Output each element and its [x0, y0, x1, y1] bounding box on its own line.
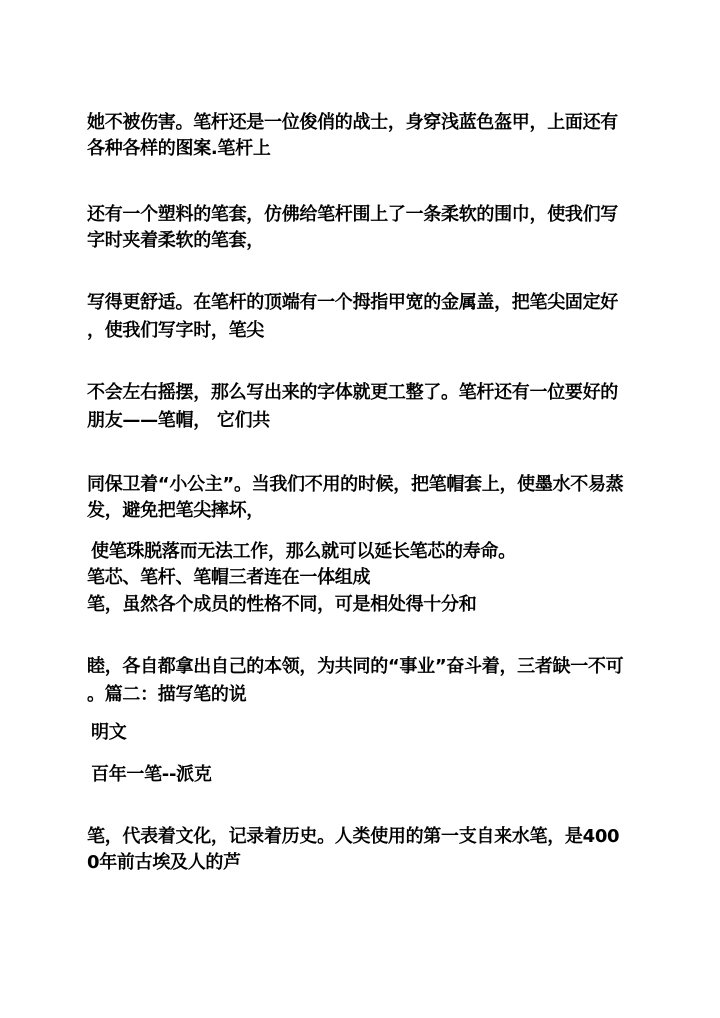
- text-line: 笔，代表着文化，记录着历史。人类使用的第一支自来水笔，是400: [87, 826, 620, 847]
- text-line: 还有一个塑料的笔套，仿佛给笔杆围上了一条柔软的围巾，使我们写: [87, 204, 618, 225]
- text-line: 明文: [91, 722, 127, 743]
- text-line: 字时夹着柔软的笔套，: [87, 230, 264, 251]
- text-line: 笔，虽然各个成员的性格不同，可是相处得十分和: [87, 594, 477, 615]
- text-line: 不会左右摇摆，那么写出来的字体就更工整了。笔杆还有一位要好的: [87, 382, 618, 403]
- text-line: 写得更舒适。在笔杆的顶端有一个拇指甲宽的金属盖，把笔尖固定好: [87, 292, 618, 313]
- text-line: 发，避免把笔尖摔坏，: [87, 500, 264, 521]
- text-line: 睦，各自都拿出自己的本领，为共同的“事业”奋斗着，三者缺一不可: [87, 656, 624, 677]
- text-line: 百年一笔--派克: [91, 764, 212, 785]
- text-line: 同保卫着“小公主”。当我们不用的时候，把笔帽套上，使墨水不易蒸: [87, 474, 624, 495]
- text-line: 她不被伤害。笔杆还是一位俊俏的战士，身穿浅蓝色盔甲，上面还有: [87, 112, 618, 133]
- text-line: 各种各样的图案.笔杆上: [87, 138, 271, 159]
- text-line: 朋友——笔帽， 它们共: [87, 410, 270, 431]
- text-line: 0年前古埃及人的芦: [87, 852, 241, 873]
- text-line: 笔芯、笔杆、笔帽三者连在一体组成: [87, 567, 371, 588]
- text-line: 。篇二：描写笔的说: [87, 684, 247, 705]
- text-line: 使笔珠脱落而无法工作，那么就可以延长笔芯的寿命。: [91, 541, 516, 562]
- text-line: ，使我们写字时，笔尖: [87, 320, 264, 341]
